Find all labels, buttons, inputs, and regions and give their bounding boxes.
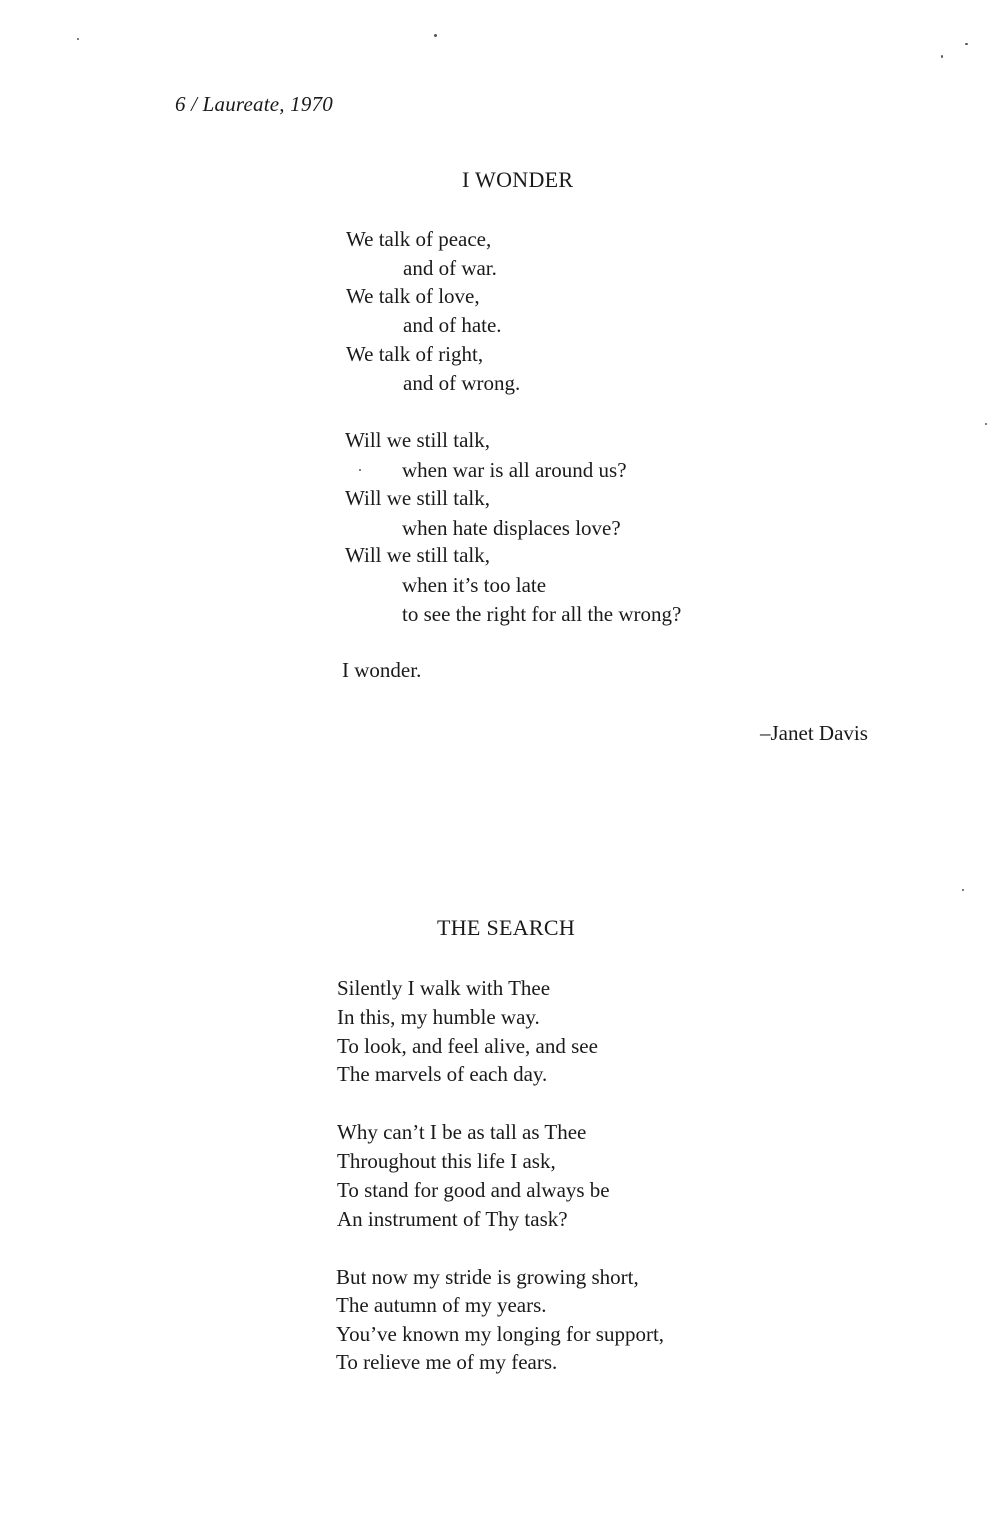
poem-line: and of hate. <box>403 313 502 337</box>
poem-line: Will we still talk, <box>345 486 490 510</box>
running-head: 6 / Laureate, 1970 <box>175 92 333 116</box>
poem-line: But now my stride is growing short, <box>336 1265 639 1289</box>
poem-line: Silently I walk with Thee <box>337 976 551 1000</box>
poem-line: Will we still talk, <box>345 428 490 452</box>
poem-line: An instrument of Thy task? <box>337 1207 568 1231</box>
poem-line: To look, and feel alive, and see <box>337 1034 598 1058</box>
poem-line: Why can’t I be as tall as Thee <box>337 1120 587 1144</box>
poem-line: The autumn of my years. <box>336 1293 547 1317</box>
poem-title-i-wonder: I WONDER <box>462 167 574 192</box>
poem-line: Will we still talk, <box>345 543 490 567</box>
poem-line: and of wrong. <box>403 371 521 395</box>
scan-speck <box>965 43 968 45</box>
poem-line: I wonder. <box>342 658 422 682</box>
poem-line: We talk of right, <box>346 342 484 366</box>
poem-line: and of war. <box>403 256 497 280</box>
poem-line: when war is all around us? <box>402 458 627 482</box>
poem-line: Throughout this life I ask, <box>337 1149 556 1173</box>
poem-line: when hate displaces love? <box>402 516 621 540</box>
poem-line: We talk of peace, <box>346 227 492 251</box>
scan-speck <box>434 34 437 37</box>
poem-line: To stand for good and always be <box>337 1178 610 1202</box>
poem-line: The marvels of each day. <box>337 1062 548 1086</box>
poem-line: In this, my humble way. <box>337 1005 540 1029</box>
poem-line: You’ve known my longing for support, <box>336 1322 665 1346</box>
scan-speck <box>359 469 361 471</box>
poem-author: –Janet Davis <box>760 721 868 745</box>
poem-line: We talk of love, <box>346 284 480 308</box>
poem-line: when it’s too late <box>402 573 547 597</box>
poem-line: to see the right for all the wrong? <box>402 602 682 626</box>
scan-speck <box>985 423 987 425</box>
scan-speck <box>77 38 79 40</box>
scan-speck <box>962 889 964 891</box>
poem-line: To relieve me of my fears. <box>336 1350 558 1374</box>
poem-title-the-search: THE SEARCH <box>437 915 576 940</box>
scan-speck <box>941 55 943 58</box>
